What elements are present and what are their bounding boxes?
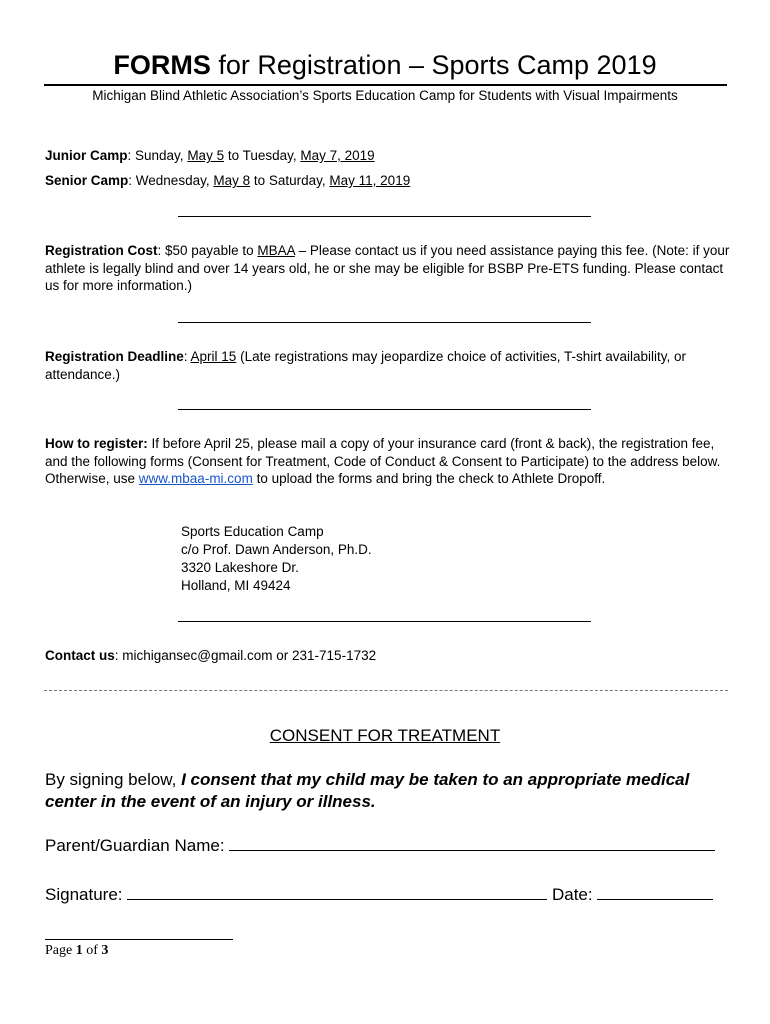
junior-camp-to: to Tuesday, bbox=[224, 148, 301, 163]
consent-intro: By signing below, bbox=[45, 770, 182, 789]
consent-statement bbox=[45, 769, 735, 813]
senior-camp-to: to Saturday, bbox=[250, 173, 330, 188]
signature-field[interactable] bbox=[127, 898, 547, 900]
address-line: Holland, MI 49424 bbox=[181, 578, 291, 593]
page-subtitle: Michigan Blind Athletic Association’s Sports Education Camp for Students with Visual Impairments bbox=[92, 88, 678, 103]
section-divider bbox=[178, 409, 591, 410]
website-link[interactable]: www.mbaa-mi.com bbox=[138, 471, 253, 486]
junior-camp-start: May 5 bbox=[187, 148, 225, 163]
registration-deadline-date: April 15 bbox=[190, 349, 237, 364]
registration-deadline bbox=[45, 348, 735, 383]
senior-camp-line bbox=[45, 173, 410, 188]
page-current: 1 bbox=[75, 943, 83, 958]
junior-camp-text: : Sunday, bbox=[127, 148, 188, 163]
consent-emphasis: I consent that my child may be taken to an appropriate medical center in the event of an injury or illness. bbox=[45, 770, 690, 811]
registration-cost-text: : $50 payable to bbox=[157, 243, 258, 258]
signature-label: Signature: bbox=[45, 885, 123, 904]
senior-camp-end: May 11, 2019 bbox=[329, 173, 411, 188]
junior-camp-end: May 7, 2019 bbox=[300, 148, 375, 163]
page-title bbox=[0, 50, 770, 81]
page-total: 3 bbox=[101, 943, 109, 958]
consent-title: CONSENT FOR TREATMENT bbox=[269, 726, 501, 745]
date-label: Date: bbox=[551, 885, 593, 904]
senior-camp-label: Senior Camp bbox=[45, 173, 129, 188]
how-to-register-text: If before April 25, please mail a copy of your insurance card (front & back), the registration fee, and the following forms (Consent for Treatment, Code of Conduct & Consent to Participate) to the address below. Otherwise, use bbox=[45, 436, 721, 486]
page-prefix: Page bbox=[45, 943, 76, 958]
cut-line bbox=[44, 690, 728, 691]
registration-cost bbox=[45, 242, 735, 295]
registration-deadline-note: (Late registrations may jeopardize choice of activities, T-shirt availability, or attendance.) bbox=[45, 349, 687, 382]
how-to-register-text-end: to upload the forms and bring the check to Athlete Dropoff. bbox=[252, 471, 606, 486]
date-field[interactable] bbox=[597, 898, 713, 900]
section-divider bbox=[178, 216, 591, 217]
footer-divider bbox=[45, 939, 233, 940]
parent-name-label: Parent/Guardian Name: bbox=[45, 836, 225, 855]
registration-deadline-label: Registration Deadline bbox=[45, 349, 184, 364]
contact-text: : michigansec@gmail.com or 231-715-1732 bbox=[114, 648, 377, 663]
address-line: 3320 Lakeshore Dr. bbox=[181, 560, 299, 575]
registration-cost-note: – Please contact us if you need assistance paying this fee. (Note: if your athlete is legally blind and over 14 years old, he or she may be eligible for BSBP Pre-ETS funding. Please contact us for more information.) bbox=[45, 243, 730, 293]
how-to-register bbox=[45, 435, 735, 488]
page-number bbox=[45, 943, 108, 959]
title-bold: FORMS bbox=[113, 50, 211, 80]
senior-camp-start: May 8 bbox=[213, 173, 251, 188]
parent-name-row bbox=[45, 836, 715, 856]
how-to-register-label: How to register: bbox=[45, 436, 148, 451]
junior-camp-label: Junior Camp bbox=[45, 148, 128, 163]
contact-line bbox=[45, 648, 376, 663]
contact-label: Contact us bbox=[45, 648, 115, 663]
parent-name-field[interactable] bbox=[229, 849, 715, 851]
registration-deadline-sep: : bbox=[183, 349, 191, 364]
junior-camp-line bbox=[45, 148, 375, 163]
title-rest: for Registration – Sports Camp 2019 bbox=[210, 50, 657, 80]
section-divider bbox=[178, 621, 591, 622]
address-line: c/o Prof. Dawn Anderson, Ph.D. bbox=[181, 542, 372, 557]
senior-camp-text: : Wednesday, bbox=[128, 173, 214, 188]
address-line: Sports Education Camp bbox=[181, 524, 324, 539]
registration-cost-org: MBAA bbox=[257, 243, 295, 258]
page-of: of bbox=[82, 943, 102, 958]
registration-cost-label: Registration Cost bbox=[45, 243, 158, 258]
title-divider bbox=[44, 84, 727, 86]
signature-row bbox=[45, 885, 713, 905]
mailing-address bbox=[181, 523, 372, 595]
section-divider bbox=[178, 322, 591, 323]
